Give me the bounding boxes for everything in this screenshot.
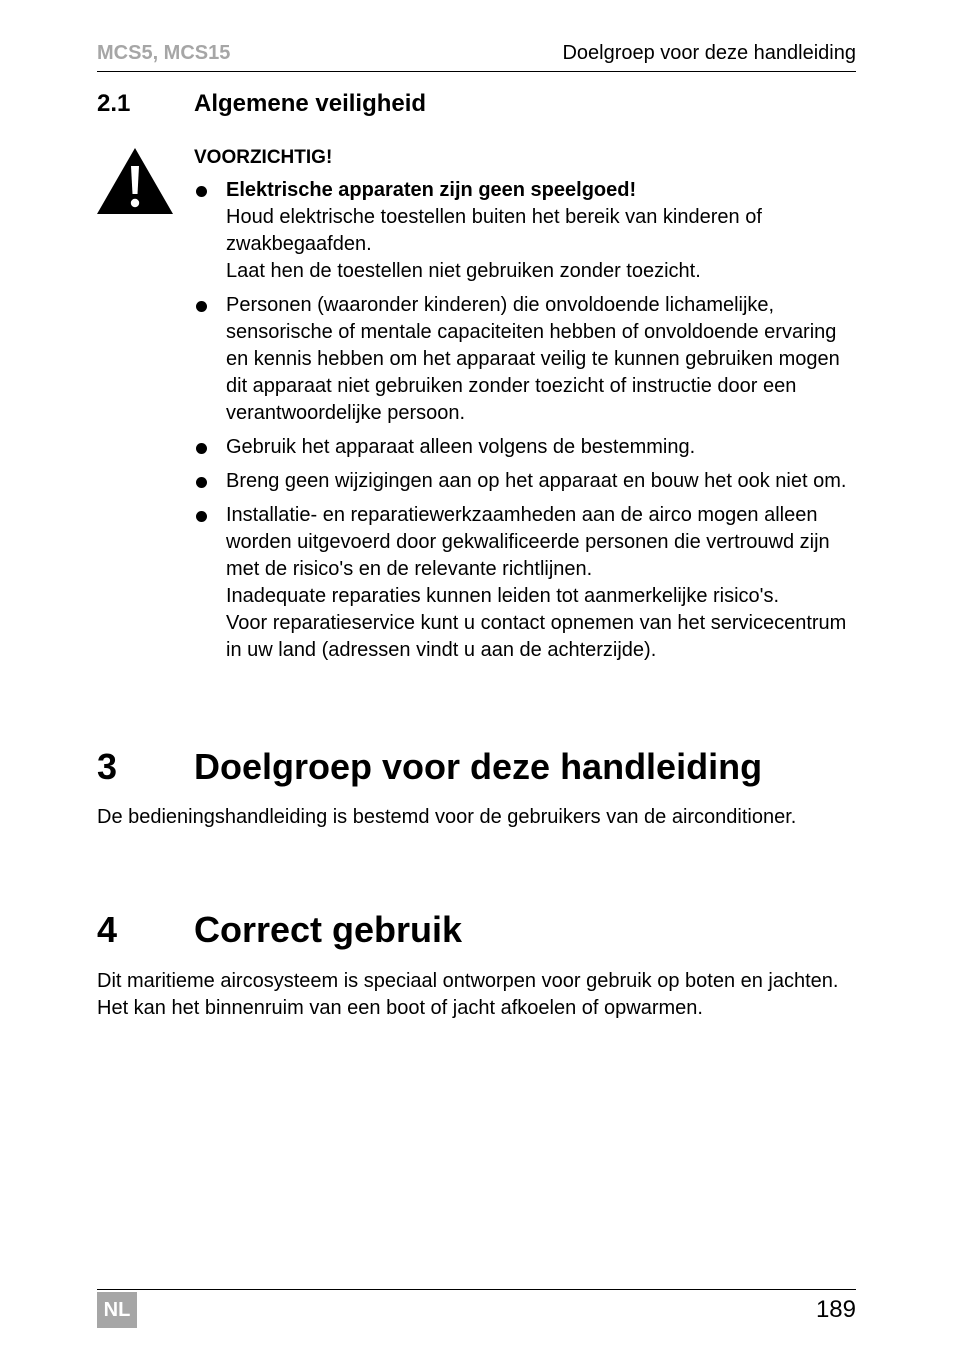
bullet-icon bbox=[196, 186, 207, 197]
item-line: Voor reparatieservice kunt u contact opnemen van het servicecentrum in uw land (adressen vindt u aan de achterzijde). bbox=[226, 612, 847, 661]
bullet-icon bbox=[196, 301, 207, 312]
section-title: Correct gebruik bbox=[194, 909, 463, 950]
header-rule bbox=[97, 71, 856, 72]
list-item bbox=[194, 292, 864, 427]
caution-label: VOORZICHTIG! bbox=[194, 147, 333, 168]
footer-rule bbox=[97, 1289, 856, 1290]
caution-block bbox=[194, 144, 864, 671]
list-item bbox=[194, 434, 864, 461]
bullet-icon bbox=[196, 477, 207, 488]
item-line: Personen (waaronder kinderen) die onvoldoende lichamelijke, sensorische of mentale capaciteiten hebben of onvoldoende ervaring en kennis hebben om het apparaat veilig te kunnen gebruiken mogen dit apparaat niet gebruiken zonder toezicht of instructie door een verantwoordelijke persoon. bbox=[226, 294, 840, 424]
header-model: MCS5, MCS15 bbox=[97, 42, 231, 64]
warning-triangle-icon bbox=[96, 146, 174, 216]
section-number: 4 bbox=[97, 909, 118, 950]
item-line: Inadequate reparaties kunnen leiden tot aanmerkelijke risico's. bbox=[226, 585, 780, 607]
section-number: 2.1 bbox=[97, 90, 131, 117]
item-line: Gebruik het apparaat alleen volgens de bestemming. bbox=[226, 436, 696, 458]
item-line: Breng geen wijzigingen aan op het apparaat en bouw het ook niet om. bbox=[226, 470, 847, 492]
item-line: Laat hen de toestellen niet gebruiken zonder toezicht. bbox=[226, 260, 701, 282]
item-line: Houd elektrische toestellen buiten het bereik van kinderen of zwakbegaafden. bbox=[226, 206, 762, 255]
section-title: Doelgroep voor deze handleiding bbox=[194, 746, 763, 787]
page-number: 189 bbox=[815, 1296, 856, 1323]
language-tab: NL bbox=[97, 1292, 137, 1328]
section-3-body: De bedieningshandleiding is bestemd voor de gebruikers van de airconditioner. bbox=[97, 806, 797, 828]
section-title: Algemene veiligheid bbox=[194, 90, 427, 117]
item-bold: Elektrische apparaten zijn geen speelgoed! bbox=[226, 179, 637, 201]
bullet-icon bbox=[196, 511, 207, 522]
bullet-icon bbox=[196, 443, 207, 454]
list-item bbox=[194, 177, 864, 285]
item-line: Installatie- en reparatiewerkzaamheden aan de airco mogen alleen worden uitgevoerd door gekwalificeerde personen die vertrouwd zijn met de risico's en de relevante richtlijnen. bbox=[226, 504, 830, 580]
caution-list bbox=[194, 177, 864, 664]
section-number: 3 bbox=[97, 746, 118, 787]
section-4-body: Dit maritieme aircosysteem is speciaal ontworpen voor gebruik op boten en jachten. Het kan het binnenruim van een boot of jacht afkoelen of opwarmen. bbox=[97, 970, 839, 1019]
list-item bbox=[194, 468, 864, 495]
list-item bbox=[194, 502, 864, 664]
header-chapter: Doelgroep voor deze handleiding bbox=[562, 42, 856, 64]
